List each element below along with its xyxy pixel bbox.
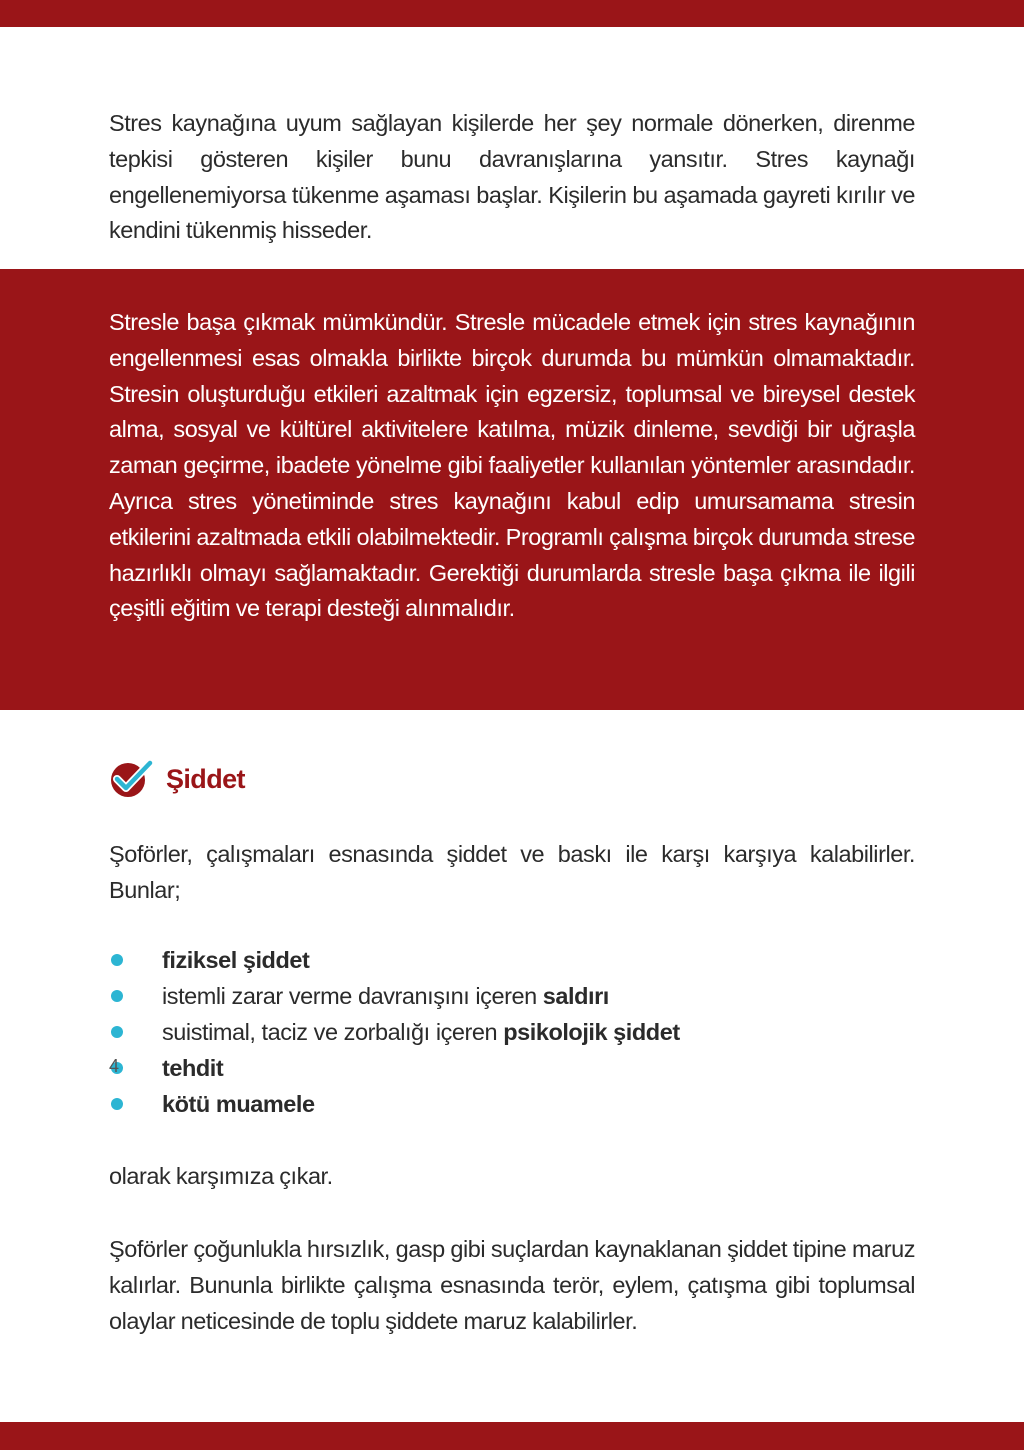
list-item-text: istemli zarar verme davranışını içeren xyxy=(162,983,543,1009)
bullet-dot-icon xyxy=(111,1026,123,1038)
violence-types-list xyxy=(109,942,915,1122)
list-item-bold: psikolojik şiddet xyxy=(503,1019,680,1045)
list-item xyxy=(109,1050,915,1086)
paragraph-list-conclusion: olarak karşımıza çıkar. xyxy=(109,1163,333,1189)
paragraph-stress-adaptation: Stres kaynağına uyum sağlayan kişilerde her şey normale dönerken, direnme tepkisi gösteren kişiler bunu davranışlarına yansıtır. Stres kaynağı engellenemiyorsa tükenme aşaması başlar. Kişilerin bu aşamada gayreti kırılır ve kendini tükenmiş hisseder. xyxy=(109,110,915,244)
list-item-bold: saldırı xyxy=(542,983,609,1009)
paragraph-coping-with-stress: Stresle başa çıkmak mümkündür. Stresle mücadele etmek için stres kaynağının engellenmesi esas olmakla birlikte birçok durumda bu mümkün olmamaktadır. Stresin oluşturduğu etkileri azaltmak için egzersiz, toplumsal ve bireysel destek alma, sosyal ve kültürel aktivitelere katılma, müzik dinleme, sevdiği bir uğraşla zaman geçirme, ibadete yönelme gibi faaliyetler kullanılan yöntemler arasındadır. Ayrıca stres yönetiminde stres kaynağını kabul edip umursamama stresin etkilerini azaltmada etkili olabilmektedir. Programlı çalışma birçok durumda strese hazırlıklı olmayı sağlamaktadır. Gerektiği durumlarda stresle başa çıkma ile ilgili çeşitli eğitim ve terapi desteği alınmalıdır. xyxy=(109,309,915,622)
checkmark-circle-icon xyxy=(108,756,154,802)
list-item xyxy=(109,978,915,1014)
paragraph-driver-violence: Şoförler çoğunlukla hırsızlık, gasp gibi suçlardan kaynaklanan şiddet tipine maruz kalırlar. Bununla birlikte çalışma esnasında terör, eylem, çatışma gibi toplumsal olaylar neticesinde de toplu şiddete maruz kalabilirler. xyxy=(109,1236,915,1334)
page-number: 4 xyxy=(109,1056,120,1076)
bullet-dot-icon xyxy=(111,1098,123,1110)
section-heading xyxy=(108,756,245,802)
list-item-bold: fiziksel şiddet xyxy=(162,947,310,973)
highlight-band xyxy=(0,269,1024,710)
list-item xyxy=(109,942,915,978)
paragraph-violence-intro: Şoförler, çalışmaları esnasında şiddet ve baskı ile karşı karşıya kalabilirler. Bunlar; xyxy=(109,841,915,903)
bottom-banner-bar xyxy=(0,1422,1024,1450)
list-item-bold: tehdit xyxy=(162,1055,224,1081)
list-item xyxy=(109,1014,915,1050)
bullet-dot-icon xyxy=(111,990,123,1002)
bullet-dot-icon xyxy=(111,954,123,966)
top-banner-bar xyxy=(0,0,1024,27)
section-title: Şiddet xyxy=(166,763,245,794)
list-item xyxy=(109,1086,915,1122)
list-item-text: suistimal, taciz ve zorbalığı içeren xyxy=(162,1019,504,1045)
list-item-bold: kötü muamele xyxy=(162,1091,315,1117)
